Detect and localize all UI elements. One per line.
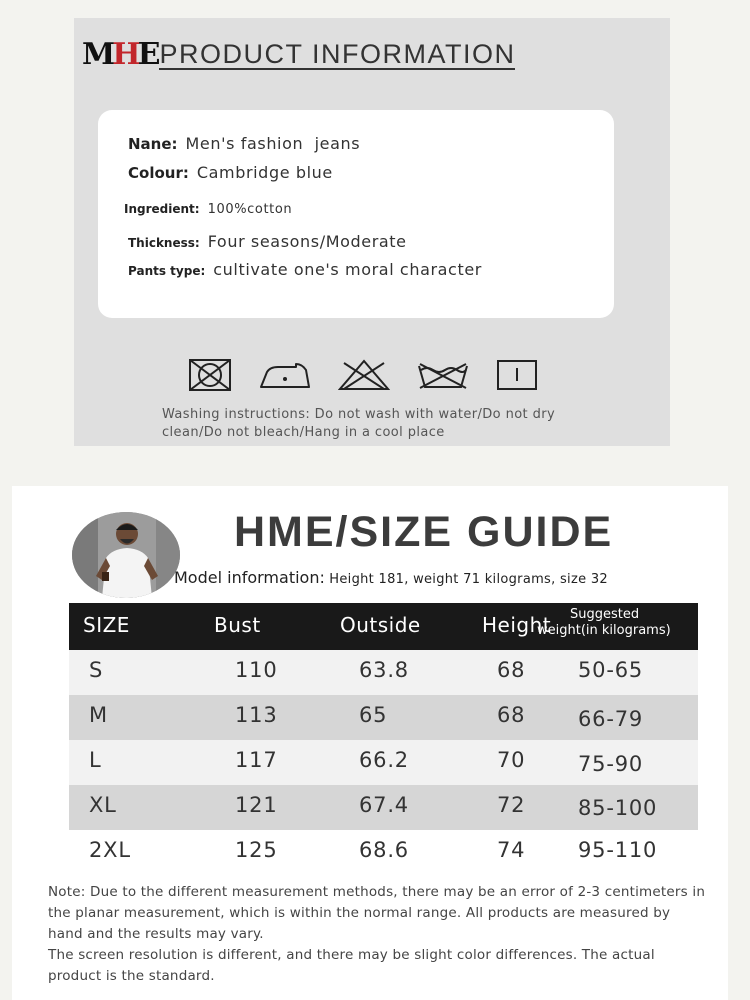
detail-value: Cambridge blue — [196, 163, 333, 182]
table-row — [69, 740, 698, 785]
cell-bust: 113 — [235, 703, 278, 727]
header-suggested-weight: Suggested weight(in kilograms) — [537, 607, 671, 638]
detail-key: Ingredient: — [124, 202, 200, 216]
product-info-title: PRODUCT INFORMATION — [159, 39, 516, 69]
table-row — [69, 650, 698, 695]
cell-size: S — [89, 658, 104, 682]
cell-bust: 117 — [235, 748, 278, 772]
washing-instructions: Washing instructions: Do not wash with water/Do not dry clean/Do not bleach/Hang in a cool place — [162, 407, 556, 440]
no-tumble-dry-icon — [188, 358, 232, 392]
cell-outside: 66.2 — [359, 748, 409, 772]
header-outside: Outside — [340, 613, 421, 637]
cell-outside: 63.8 — [359, 658, 409, 682]
detail-value: Men's fashion jeans — [185, 134, 361, 153]
cell-height: 68 — [497, 703, 526, 727]
detail-key: Nane: — [128, 135, 178, 153]
cell-size: M — [89, 703, 108, 727]
detail-value: cultivate one's moral character — [213, 260, 482, 279]
cell-weight: 66-79 — [578, 707, 644, 731]
model-info-label: Model information: — [174, 568, 325, 587]
table-header — [69, 603, 698, 650]
note-paragraph: The screen resolution is different, and there may be slight color differences. The actual product is the standard. — [48, 947, 655, 984]
detail-ingredient-row — [124, 202, 292, 217]
model-info-value: Height 181, weight 71 kilograms, size 32 — [324, 572, 608, 587]
cell-weight: 85-100 — [578, 796, 658, 820]
cell-outside: 67.4 — [359, 793, 409, 817]
size-table — [69, 603, 698, 875]
header-bust: Bust — [214, 613, 261, 637]
detail-colour-row — [128, 163, 333, 182]
cell-bust: 121 — [235, 793, 278, 817]
cell-size: 2XL — [89, 838, 131, 862]
detail-value: Four seasons/Moderate — [207, 232, 407, 251]
cell-size: L — [89, 748, 102, 772]
detail-key: Colour: — [128, 164, 189, 182]
detail-name-row — [128, 134, 360, 153]
table-row — [69, 785, 698, 830]
product-info-panel — [74, 18, 670, 446]
size-guide-title: HME/SIZE GUIDE — [234, 508, 614, 556]
cell-size: XL — [89, 793, 117, 817]
cell-height: 74 — [497, 838, 526, 862]
care-icons — [188, 358, 538, 392]
detail-key: Thickness: — [128, 236, 200, 250]
table-row — [69, 830, 698, 875]
cell-weight: 75-90 — [578, 752, 644, 776]
size-guide-panel — [12, 486, 728, 1000]
cell-bust: 110 — [235, 658, 278, 682]
cell-weight: 95-110 — [578, 838, 658, 862]
header-size: SIZE — [83, 613, 130, 637]
cell-height: 72 — [497, 793, 526, 817]
iron-low-icon — [258, 360, 312, 390]
no-wash-icon — [416, 360, 470, 390]
cell-height: 68 — [497, 658, 526, 682]
hang-dry-icon — [496, 359, 538, 391]
brand-logo: MHE — [82, 37, 158, 72]
brand-header — [82, 37, 516, 72]
header-height: Height — [482, 613, 552, 637]
cell-weight: 50-65 — [578, 658, 644, 682]
model-information — [174, 568, 608, 587]
model-photo — [72, 512, 180, 598]
detail-key: Pants type: — [128, 264, 206, 278]
cell-outside: 68.6 — [359, 838, 409, 862]
detail-thickness-row — [128, 232, 407, 251]
product-details-card — [98, 110, 614, 318]
detail-pants-type-row — [128, 260, 482, 279]
detail-value: 100%cotton — [207, 202, 293, 217]
no-bleach-icon — [338, 359, 390, 391]
cell-outside: 65 — [359, 703, 388, 727]
cell-bust: 125 — [235, 838, 278, 862]
note-paragraph: Note: Due to the different measurement methods, there may be an error of 2-3 centimeters in the planar measurement, which is within the normal range. All products are measured by hand and the results may vary. — [48, 884, 706, 942]
cell-height: 70 — [497, 748, 526, 772]
measurement-note — [48, 882, 708, 987]
table-row — [69, 695, 698, 740]
